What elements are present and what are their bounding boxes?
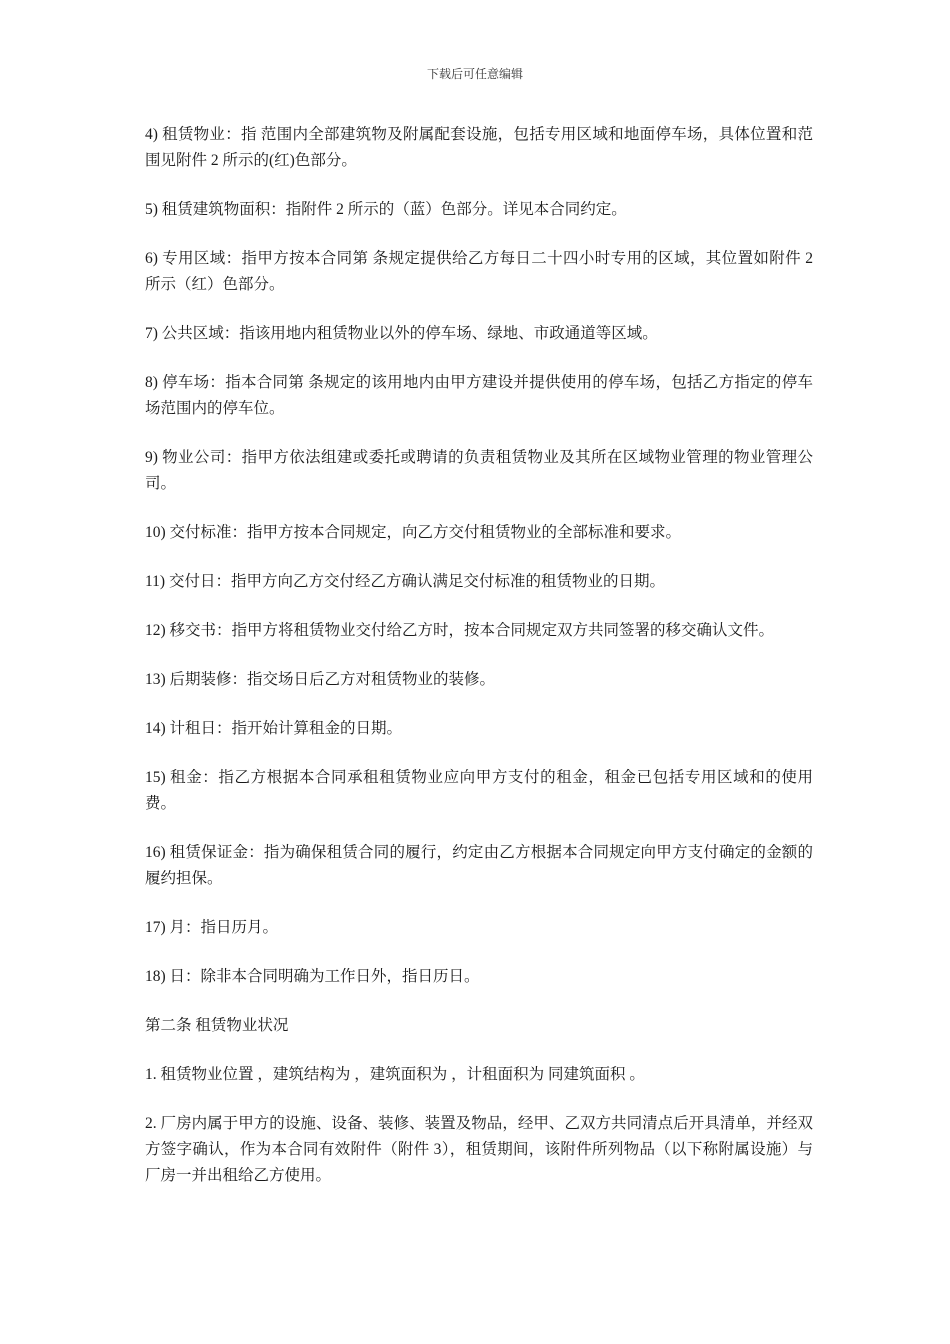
clause-13-later-decoration: 13) 后期装修：指交场日后乙方对租赁物业的装修。 (145, 671, 496, 688)
clause-11-delivery-date: 11) 交付日：指甲方向乙方交付经乙方确认满足交付标准的租赁物业的日期。 (145, 573, 665, 590)
clause-17-month: 17) 月：指日历月。 (145, 919, 279, 936)
clause-18-day: 18) 日：除非本合同明确为工作日外，指日历日。 (145, 968, 480, 985)
clause-10-delivery-standard: 10) 交付标准：指甲方按本合同规定，向乙方交付租赁物业的全部标准和要求。 (145, 524, 682, 541)
clause-5-leased-area: 5) 租赁建筑物面积：指附件 2 所示的（蓝）色部分。详见本合同约定。 (145, 201, 627, 218)
clause-9-property-company: 9) 物业公司：指甲方依法组建或委托或聘请的负责租赁物业及其所在区域物业管理的物业管理公司。 (145, 449, 813, 492)
page-header: 下载后可任意编辑 (426, 67, 523, 81)
clause-6-exclusive-area: 6) 专用区域：指甲方按本合同第 条规定提供给乙方每日二十四小时专用的区域，其位置如附件 2 所示（红）色部分。 (145, 250, 813, 293)
document-body (145, 122, 813, 1212)
clause-14-rent-start-date: 14) 计租日：指开始计算租金的日期。 (145, 720, 403, 737)
clause-12-handover-document: 12) 移交书：指甲方将租赁物业交付给乙方时，按本合同规定双方共同签署的移交确认文件。 (145, 622, 775, 639)
article-2-item-1: 1. 租赁物业位置 ，建筑结构为 ，建筑面积为 ，计租面积为 同建筑面积 。 (145, 1066, 645, 1083)
article-2-heading: 第二条 租赁物业状况 (145, 1017, 289, 1034)
clause-7-public-area: 7) 公共区域：指该用地内租赁物业以外的停车场、绿地、市政通道等区域。 (145, 325, 658, 342)
clause-15-rent: 15) 租金：指乙方根据本合同承租租赁物业应向甲方支付的租金，租金已包括专用区域和的使用费。 (145, 769, 813, 812)
clause-4-leased-property: 4) 租赁物业：指 范围内全部建筑物及附属配套设施，包括专用区域和地面停车场，具体位置和范围见附件 2 所示的(红)色部分。 (145, 126, 813, 169)
article-2-item-2: 2. 厂房内属于甲方的设施、设备、装修、装置及物品，经甲、乙双方共同清点后开具清单，并经双方签字确认，作为本合同有效附件（附件 3），租赁期间，该附件所列物品（以下称附属设施）与厂房一并出租给乙方使用。 (145, 1115, 813, 1184)
clause-16-security-deposit: 16) 租赁保证金：指为确保租赁合同的履行，约定由乙方根据本合同规定向甲方支付确定的金额的履约担保。 (145, 844, 813, 887)
clause-8-parking: 8) 停车场：指本合同第 条规定的该用地内由甲方建设并提供使用的停车场，包括乙方指定的停车场范围内的停车位。 (145, 374, 813, 417)
